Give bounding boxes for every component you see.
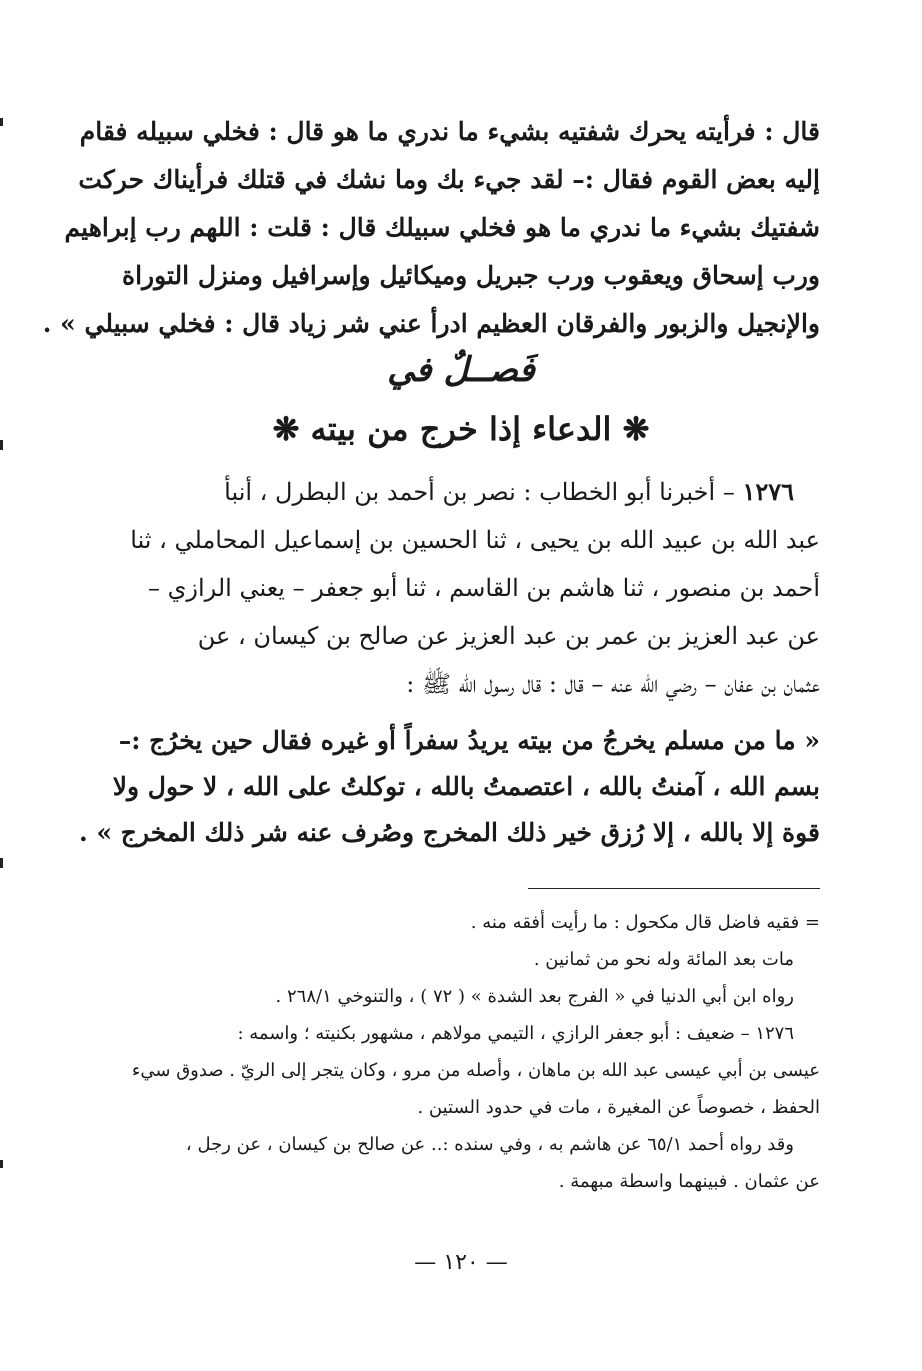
hadith-matn — [79, 718, 820, 856]
section-subtitle: ❋ الدعاء إذا خرج من بيته ❋ — [272, 410, 650, 448]
matn-line: « ما من مسلم يخرجُ من بيته يريدُ سفراً أو غيره فقال حين يخرُج :– — [118, 726, 820, 755]
left-margin-mark — [0, 118, 3, 126]
footnotes — [60, 904, 820, 1200]
footnote-divider — [528, 888, 820, 889]
hadith-number: ١٢٧٦ — [742, 477, 794, 506]
hadith-isnad — [128, 468, 820, 708]
hadith-line: عن عبد العزيز بن عمر بن عبد العزيز عن صالح بن كيسان ، عن — [197, 622, 820, 650]
page-number: — ١٢٠ — — [414, 1250, 508, 1275]
section-heading: فَصــلٌ في — [387, 350, 535, 390]
paragraph-line: والإنجيل والزبور والفرقان العظيم ادرأ عني شر زياد قال : فخلي سبيلي » . — [42, 309, 820, 338]
hadith-line: عبد الله بن عبيد الله بن يحيى ، ثنا الحسين بن إسماعيل المحاملي ، ثنا — [130, 526, 820, 554]
hadith-line: عثمان بن عفان – رضي الله عنه – قال : قال رسول الله ﷺ : — [406, 670, 820, 698]
footnote-line: رواه ابن أبي الدنيا في « الفرج بعد الشدة » ( ٧٢ ) ، والتنوخي ٢٦٨/١ . — [275, 986, 794, 1007]
left-margin-mark — [0, 1160, 3, 1168]
footnote-line: وقد رواه أحمد ٦٥/١ عن هاشم به ، وفي سنده :.. عن صالح بن كيسان ، عن رجل ، — [185, 1134, 794, 1155]
matn-line: بسم الله ، آمنتُ بالله ، اعتصمتُ بالله ، توكلتُ على الله ، لا حول ولا — [112, 772, 820, 801]
hadith-first-line — [128, 468, 820, 516]
paragraph-line: إليه بعض القوم فقال :– لقد جيء بك وما نشك في قتلك فرأيناك حركت — [78, 165, 820, 194]
paragraph-line: قال : فرأيته يحرك شفتيه بشيء ما ندري ما هو قال : فخلي سبيله فقام — [79, 117, 820, 146]
hadith-first-text: – أخبرنا أبو الخطاب : نصر بن أحمد بن البطرل ، أنبأ — [224, 478, 735, 506]
footnote-line: الحفظ ، خصوصاً عن المغيرة ، مات في حدود الستين . — [417, 1097, 820, 1118]
footnote-line: ١٢٧٦ – ضعيف : أبو جعفر الرازي ، التيمي مولاهم ، مشهور بكنيته ؛ واسمه : — [237, 1023, 794, 1044]
footnote-line: عيسى بن أبي عيسى عبد الله بن ماهان ، وأصله من مرو ، وكان يتجر إلى الريّ . صدوق سيء — [131, 1060, 820, 1081]
footnote-line: = فقيه فاضل قال مكحول : ما رأيت أفقه منه . — [470, 912, 820, 933]
top-paragraph — [42, 108, 820, 348]
footnote-line: عن عثمان . فبينهما واسطة مبهمة . — [558, 1171, 820, 1192]
paragraph-line: شفتيك بشيء ما ندري ما هو فخلي سبيلك قال : قلت : اللهم رب إبراهيم — [64, 213, 820, 242]
paragraph-line: ورب إسحاق ويعقوب ورب جبريل وميكائيل وإسرافيل ومنزل التوراة — [121, 261, 820, 290]
left-margin-mark — [0, 858, 3, 868]
hadith-line: أحمد بن منصور ، ثنا هاشم بن القاسم ، ثنا أبو جعفر – يعني الرازي – — [147, 574, 820, 602]
footnote-line: مات بعد المائة وله نحو من ثمانين . — [533, 949, 794, 970]
matn-line: قوة إلا بالله ، إلا رُزق خير ذلك المخرج وصُرف عنه شر ذلك المخرج » . — [79, 818, 820, 847]
